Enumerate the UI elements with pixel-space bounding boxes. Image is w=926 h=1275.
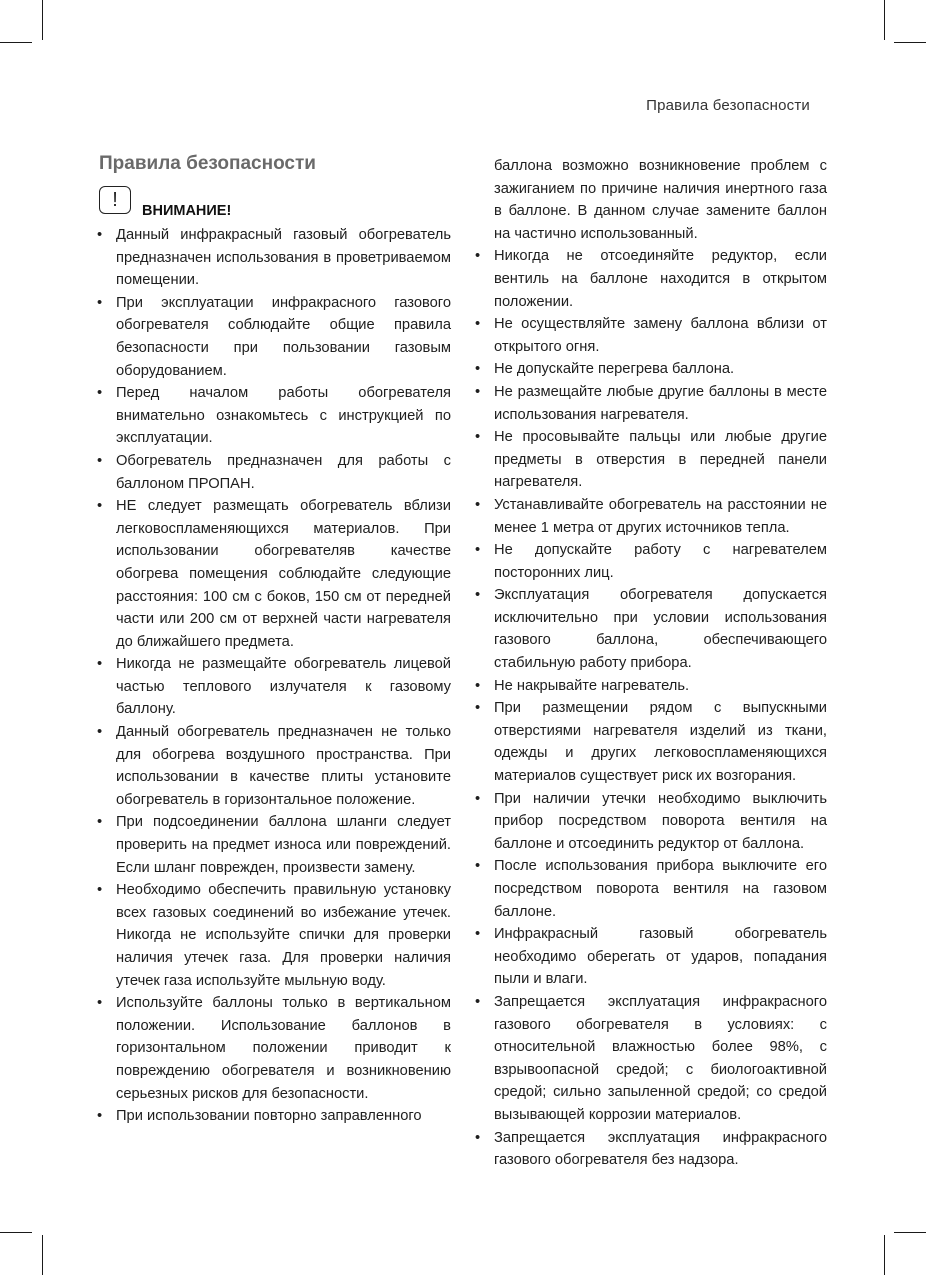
list-item-continuation [473, 155, 827, 245]
bullet-icon: • [97, 227, 103, 243]
bullet-icon: • [97, 498, 103, 515]
list-item-text: Устанавливайте обогреватель на расстоянии не менее 1 метра от других источников тепла. [494, 496, 827, 536]
list-item [473, 245, 827, 313]
bullet-icon: • [97, 656, 103, 673]
bullet-icon: • [475, 542, 481, 559]
list-item-text: При использовании повторно заправленного [116, 1108, 422, 1125]
bullet-icon: • [475, 496, 481, 513]
list-item [95, 992, 451, 1105]
list-item-text: Данный инфракрасный газовый обогреватель предназначен использования в проветриваемом помещении. [116, 227, 451, 289]
list-item [473, 494, 827, 539]
list-item-text: НЕ следует размещать обогреватель вблизи легковоспламеняющихся материалов. При использовании обогревателяв качестве обогрева помещения соблюдайте следующие расстояния: 100 см с боков, 150 см от передней части или 200 см от верхней части нагревателя до ближайшего предмета. [116, 498, 451, 650]
bullet-icon: • [475, 790, 481, 807]
bullet-icon: • [97, 385, 103, 402]
list-item [95, 1105, 451, 1128]
list-item [95, 450, 451, 495]
warning-block [99, 186, 232, 219]
list-item [473, 991, 827, 1127]
crop-mark [884, 0, 885, 40]
list-item-text: Не накрывайте нагреватель. [494, 677, 690, 694]
bullet-icon: • [475, 700, 481, 717]
bullet-icon: • [475, 677, 481, 694]
list-item-text: При эксплуатации инфракрасного газового обогревателя соблюдайте общие правила безопасности при пользовании газовым оборудованием. [116, 294, 451, 379]
list-item-text: Необходимо обеспечить правильную установку всех газовых соединений во избежание утечек. Никогда не используйте спички для проверки наличия утечек газа. Для проверки наличия утечек газа используйте мыльную воду. [116, 882, 451, 989]
bullet-icon: • [475, 383, 481, 400]
list-item-text: Обогреватель предназначен для работы с баллоном ПРОПАН. [116, 452, 451, 492]
list-item [473, 426, 827, 494]
list-item-text: Не допускайте работу с нагревателем посторонних лиц. [494, 542, 827, 581]
bullet-icon: • [97, 995, 103, 1012]
list-item-text: При наличии утечки необходимо выключить прибор посредством поворота вентиля на баллоне и отсоединить редуктор от баллона. [494, 790, 827, 852]
list-item [95, 721, 451, 811]
list-item-text: При подсоединении баллона шланги следует проверить на предмет износа или повреждений. Если шланг поврежден, произвести замену. [116, 814, 451, 876]
list-item-text: Перед началом работы обогревателя внимательно ознакомьтесь с инструкцией по эксплуатации. [116, 385, 451, 447]
list-item-text: Не размещайте любые другие баллоны в месте использования нагревателя. [494, 383, 827, 423]
list-item [473, 855, 827, 923]
list-item-text: Используйте баллоны только в вертикальном положении. Использование баллонов в горизонтальном положении приводит к повреждению обогревателя и возникновению серьезных рисков для безопасности. [116, 995, 451, 1102]
bullet-icon: • [475, 248, 481, 265]
list-item [95, 653, 451, 721]
list-item-text: Не просовывайте пальцы или любые другие предметы в отверстия в передней панели нагревателя. [494, 429, 827, 491]
crop-mark [894, 1232, 926, 1233]
list-item-text: баллона возможно возникновение проблем с зажиганием по причине наличия инертного газа в баллоне. В данном случае замените баллон на частично использованный. [494, 158, 827, 242]
list-item-text: Никогда не размещайте обогреватель лицевой частью теплового излучателя к газовому баллону. [116, 656, 451, 718]
crop-mark [884, 1235, 885, 1275]
list-item [95, 224, 451, 292]
bullet-icon: • [97, 1108, 103, 1125]
warning-label: ВНИМАНИЕ! [142, 203, 232, 219]
list-item-text: Никогда не отсоединяйте редуктор, если вентиль на баллоне находится в открытом положении. [494, 248, 827, 310]
list-item-text: Данный обогреватель предназначен не только для обогрева воздушного пространства. При использовании в качестве плиты установите обогреватель в горизонтальное положение. [116, 724, 451, 808]
crop-mark [0, 42, 32, 43]
bullet-icon: • [97, 452, 103, 469]
bullet-icon: • [475, 993, 481, 1010]
list-item [473, 358, 827, 381]
crop-mark [894, 42, 926, 43]
list-item [473, 675, 827, 698]
bullet-icon: • [475, 316, 481, 333]
running-header: Правила безопасности [646, 97, 810, 114]
bullet-icon: • [97, 882, 103, 899]
list-item-text: Не осуществляйте замену баллона вблизи от открытого огня. [494, 316, 827, 355]
list-item [473, 788, 827, 856]
bullet-icon: • [475, 587, 481, 604]
crop-mark [42, 1235, 43, 1275]
crop-mark [0, 1232, 32, 1233]
crop-mark [42, 0, 43, 40]
list-item-text: После использования прибора выключите его посредством поворота вентиля на газовом баллоне. [494, 858, 827, 920]
list-item [473, 381, 827, 426]
left-column-list [95, 224, 451, 1128]
bullet-icon: • [475, 926, 481, 943]
list-item [473, 1127, 827, 1172]
list-item-text: Запрещается эксплуатация инфракрасного газового обогревателя в условиях: с относительной влажностью более 98%, с взрывоопасной средой; с биологоактивной средой; сильно запыленной средой; со средой вызывающей коррозии материалов. [494, 993, 827, 1123]
list-item-text: Инфракрасный газовый обогреватель необходимо оберегать от ударов, попадания пыли и влаги. [494, 926, 827, 988]
list-item [95, 382, 451, 450]
bullet-icon: • [475, 1129, 481, 1146]
list-item [473, 313, 827, 358]
list-item [473, 923, 827, 991]
list-item-text: При размещении рядом с выпускными отверстиями нагревателя изделий из ткани, одежды и других легковоспламеняющихся материалов существует риск их возгорания. [494, 700, 827, 785]
bullet-icon: • [97, 294, 103, 311]
list-item [473, 697, 827, 787]
list-item [473, 584, 827, 674]
bullet-icon: • [475, 858, 481, 875]
bullet-icon: • [475, 361, 481, 378]
right-column-list [473, 155, 827, 1172]
section-title: Правила безопасности [99, 153, 316, 174]
bullet-icon: • [97, 814, 103, 831]
list-item [95, 292, 451, 382]
list-item-text: Запрещается эксплуатация инфракрасного газового обогревателя без надзора. [494, 1129, 827, 1169]
exclamation-box-icon: ! [99, 186, 131, 214]
list-item [473, 539, 827, 584]
list-item [95, 495, 451, 653]
list-item-text: Эксплуатация обогревателя допускается исключительно при условии использования газового баллона, обеспечивающего стабильную работу прибора. [494, 587, 827, 672]
list-item [95, 811, 451, 879]
list-item [95, 879, 451, 992]
bullet-icon: • [97, 724, 103, 741]
bullet-icon: • [475, 429, 481, 446]
list-item-text: Не допускайте перегрева баллона. [494, 361, 735, 378]
